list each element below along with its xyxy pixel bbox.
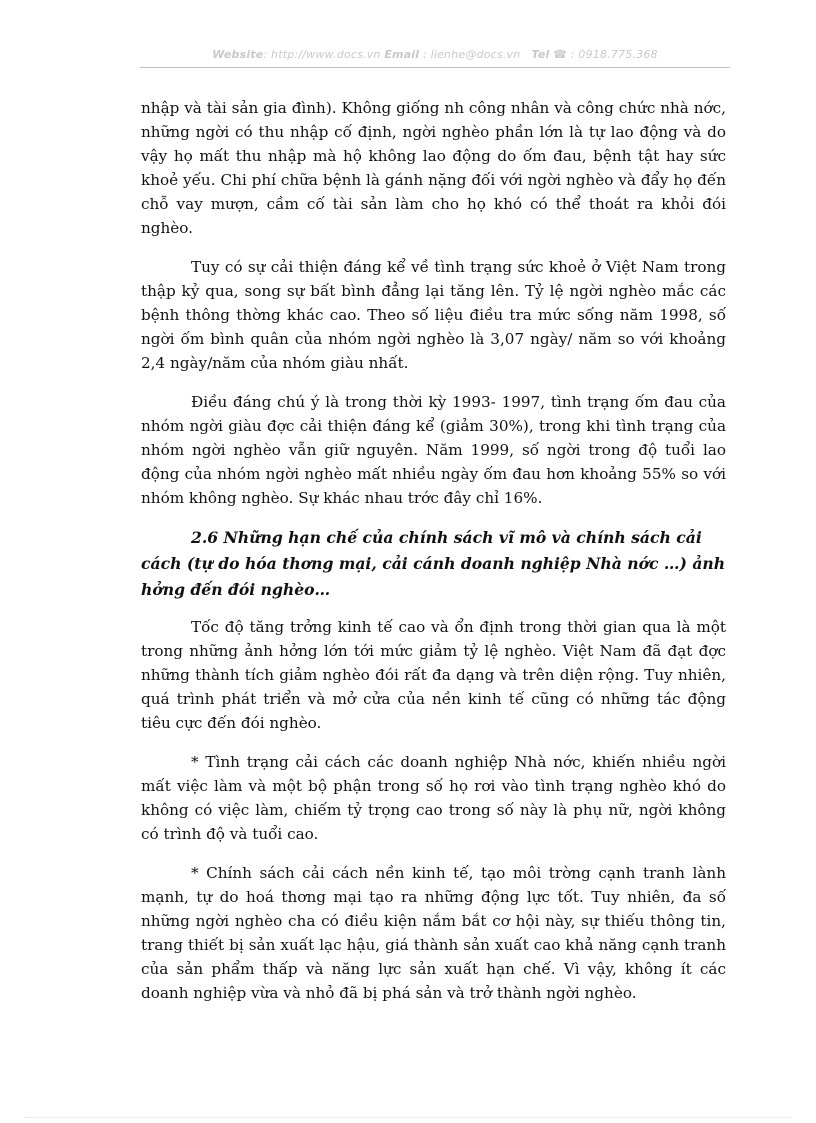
email-value: : lienhe@docs.vn [419,48,521,61]
paragraph-2: Tuy có sự cải thiện đáng kể về tình trạng sức khoẻ ở Việt Nam trong thập kỷ qua, song sự bất bình đẳng lại tăng lên. Tỷ lệ ngời nghèo mắc các bệnh thông thờng khác cao. Theo số liệu điều tra mức sống năm 1998, số ngời ốm bình quân của nhóm ngời nghèo là 3,07 ngày/ năm so với khoảng 2,4 ngày/năm của nhóm giàu nhất. [141,258,726,372]
footer-divider [24,1117,792,1118]
paragraph-4: Tốc độ tăng trởng kinh tế cao và ổn định trong thời gian qua là một trong những ảnh hởng lớn tới mức giảm tỷ lệ nghèo. Việt Nam đã đạt đợc những thành tích giảm nghèo đói rất đa dạng và trên diện rộng. Tuy nhiên, quá trình phát triển và mở cửa của nền kinh tế cũng có những tác động tiêu cực đến đói nghèo. [141,618,726,732]
document-body [141,96,726,1020]
paragraph-5: * Tình trạng cải cách các doanh nghiệp Nhà nớc, khiến nhiều ngời mất việc làm và một bộ phận trong số họ rơi vào tình trạng nghèo khó do không có việc làm, chiếm tỷ trọng cao trong số này là phụ nữ, ngời không có trình độ và tuổi cao. [141,753,726,843]
website-label: Website [212,48,264,61]
website-value: : http://www.docs.vn [263,48,381,61]
paragraph-6: * Chính sách cải cách nền kinh tế, tạo môi trờng cạnh tranh lành mạnh, tự do hoá thơng mại tạo ra những động lực tốt. Tuy nhiên, đa số những ngời nghèo cha có điều kiện nắm bắt cơ hội này, sự thiếu thông tin, trang thiết bị sản xuất lạc hậu, giá thành sản xuất cao khả năng cạnh tranh của sản phẩm thấp và năng lực sản xuất hạn chế. Vì vậy, không ít các doanh nghiệp vừa và nhỏ đã bị phá sản và trở thành ngời nghèo. [141,864,726,1002]
tel-value: ☎ : 0918.775.368 [549,48,658,61]
tel-label: Tel [531,48,550,61]
paragraph-1: nhập và tài sản gia đình). Không giống nh công nhân và công chức nhà nớc, những ngời có thu nhập cố định, ngời nghèo phần lớn là tự lao động và do vậy họ mất thu nhập mà hộ không lao động do ốm đau, bệnh tật hay sức khoẻ yếu. Chi phí chữa bệnh là gánh nặng đối với ngời nghèo và đẩy họ đến chỗ vay mượn, cầm cố tài sản làm cho họ khó có thể thoát ra khỏi đói nghèo. [141,99,726,237]
page-header [140,48,730,61]
email-label: Email [384,48,420,61]
header-divider [140,67,730,68]
section-heading-2-6: 2.6 Những hạn chế của chính sách vĩ mô và chính sách cải cách (tự do hóa thơng mại, cải cánh doanh nghiệp Nhà nớc …) ảnh hởng đến đói nghèo… [141,528,726,599]
paragraph-3: Điều đáng chú ý là trong thời kỳ 1993- 1997, tình trạng ốm đau của nhóm ngời giàu đợc cải thiện đáng kể (giảm 30%), trong khi tình trạng của nhóm ngời nghèo vẫn giữ nguyên. Năm 1999, số ngời trong độ tuổi lao động của nhóm ngời nghèo mất nhiều ngày ốm đau hơn khoảng 55% so với nhóm không nghèo. Sự khác nhau trớc đây chỉ 16%. [141,393,726,507]
